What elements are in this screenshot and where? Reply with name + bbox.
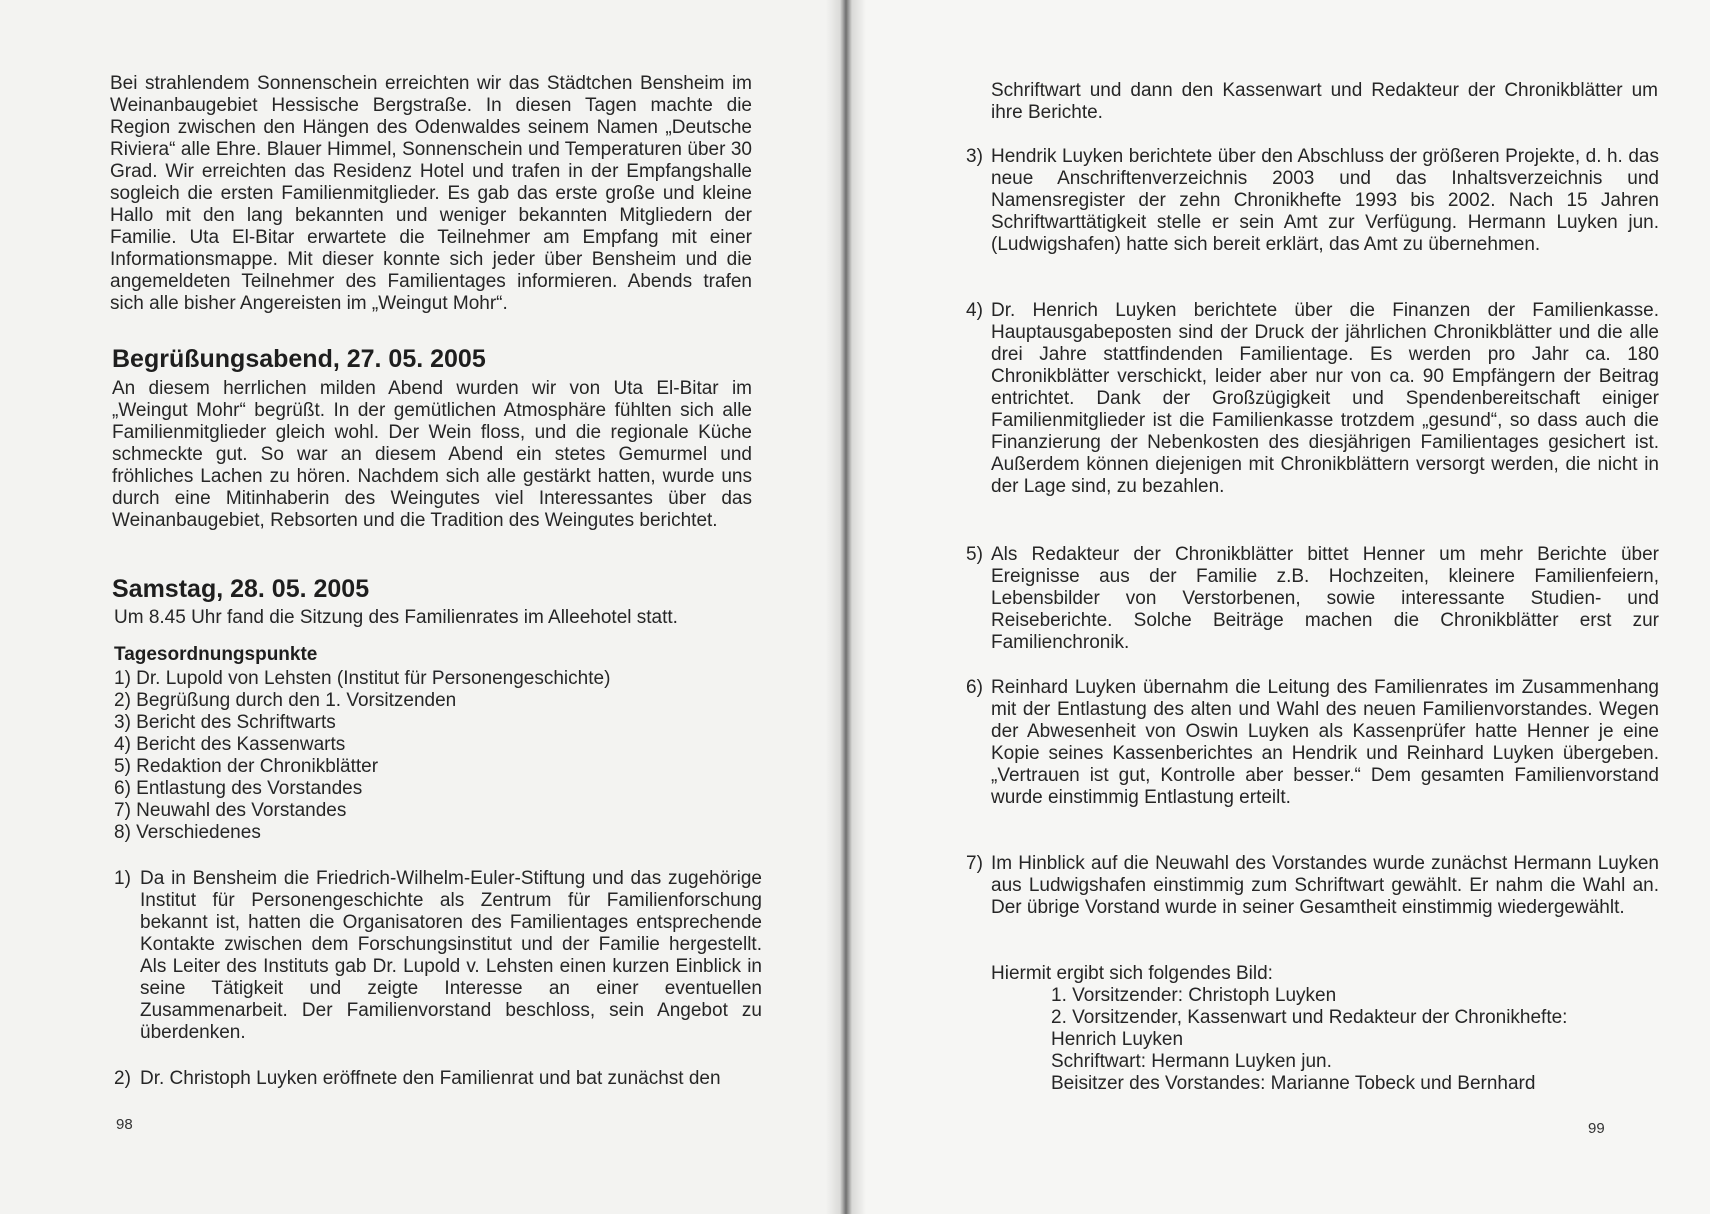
agenda-list (114, 668, 674, 844)
agenda-item: 2) Begrüßung durch den 1. Vorsitzenden (114, 690, 457, 711)
officers-list (1051, 985, 1611, 1095)
agenda-item: 8) Verschiedenes (114, 822, 261, 843)
summary-intro: Hiermit ergibt sich folgendes Bild: (991, 963, 1273, 984)
page-number-left: 98 (116, 1116, 133, 1133)
item-text: Als Redakteur der Chronikblätter bittet Henner um mehr Berichte über Ereignisse aus der Familie z.B. Hochzeiten, kleinere Familienfeiern, Lebensbilder von Verstorbenen, sowie interessante Studien- und Reiseberichte. Solche Beiträge machen die Chronikblätter erst zur Familienchronik. (991, 544, 1659, 653)
page-number-right: 99 (1588, 1120, 1605, 1137)
officer-line: Henrich Luyken (1051, 1029, 1184, 1050)
book-gutter (826, 0, 866, 1214)
item-number: 7) (966, 853, 983, 874)
agenda-item: 4) Bericht des Kassenwarts (114, 734, 346, 755)
left-page (0, 0, 842, 1214)
item-number: 1) (114, 868, 131, 889)
item-text: Im Hinblick auf die Neuwahl des Vorstandes wurde zunächst Hermann Luyken aus Ludwigshafen einstimmig zum Schriftwart gewählt. Er nahm die Wahl an. Der übrige Vorstand wurde in seiner Gesamtheit einstimmig wiedergewählt. (991, 853, 1659, 918)
agenda-item: 6) Entlastung des Vorstandes (114, 778, 363, 799)
item-text: Dr. Henrich Luyken berichtete über die Finanzen der Familienkasse. Hauptausgabeposten sind der Druck der jährlichen Chronikblätter und die alle drei Jahre stattfindenden Familientage. Es werden pro Jahr ca. 180 Chronikblätter verschickt, leider aber nur von ca. 90 Empfängern der Beitrag entrichtet. Dank der Großzügigkeit und Spendenbereitschaft einiger Familienmitglieder ist die Familienkasse trotzdem „gesund“, so dass auch die Finanzierung der Nebenkosten des diesjährigen Familientages gesichert ist. Außerdem können diejenigen mit Chronikblättern versorgt werden, die nicht in der Lage sind, zu bezahlen. (991, 300, 1659, 497)
samstag-paragraph: Um 8.45 Uhr fand die Sitzung des Familienrates im Alleehotel statt. (114, 607, 678, 628)
item2-continuation: Schriftwart und dann den Kassenwart und Redakteur der Chronikblätter um ihre Berichte. (991, 80, 1658, 123)
heading-begruessungsabend: Begrüßungsabend, 27. 05. 2005 (112, 345, 486, 373)
item-text: Reinhard Luyken übernahm die Leitung des Familienrates im Zusammenhang mit der Entlastung des alten und Wahl des neuen Familienvorstandes. Wegen der Abwesenheit von Oswin Luyken als Kassenprüfer hatte Henner je eine Kopie seines Kassenberichtes an Hendrik und Reinhard Luyken übergeben. „Vertrauen ist gut, Kontrolle aber besser.“ Dem gesamten Familienvorstand wurde einstimmig Entlastung erteilt. (991, 677, 1659, 808)
item-number: 6) (966, 677, 983, 698)
item-number: 2) (114, 1068, 131, 1089)
item-text: Dr. Christoph Luyken eröffnete den Familienrat und bat zunächst den (140, 1068, 721, 1089)
officer-line: Beisitzer des Vorstandes: Marianne Tobeck und Bernhard (1051, 1073, 1536, 1094)
officer-line: 2. Vorsitzender, Kassenwart und Redakteur der Chronikhefte: (1051, 1007, 1568, 1028)
heading-samstag: Samstag, 28. 05. 2005 (112, 575, 370, 603)
intro-paragraph: Bei strahlendem Sonnenschein erreichten wir das Städtchen Bensheim im Weinanbaugebiet Hessische Bergstraße. In diesen Tagen machte die Region zwischen den Hängen des Odenwaldes seinem Namen „Deutsche Riviera“ alle Ehre. Blauer Himmel, Sonnenschein und Temperaturen über 30 Grad. Wir erreichten das Residenz Hotel und trafen in der Empfangshalle sogleich die ersten Familienmitglieder. Es gab das erste große und kleine Hallo mit den lang bekannten und weniger bekannten Mitgliedern der Familie. Uta El-Bitar erwartete die Teilnehmer am Empfang mit einer Informationsmappe. Mit dieser konnte sich jeder über Bensheim und die angemeldeten Teilnehmer des Familientages informieren. Abends trafen sich alle bisher Angereisten im „Weingut Mohr“. (110, 73, 752, 314)
item-number: 5) (966, 544, 983, 565)
officer-line: Schriftwart: Hermann Luyken jun. (1051, 1051, 1332, 1072)
item-number: 4) (966, 300, 983, 321)
agenda-item: 3) Bericht des Schriftwarts (114, 712, 336, 733)
agenda-title: Tagesordnungspunkte (114, 644, 318, 665)
agenda-item: 7) Neuwahl des Vorstandes (114, 800, 347, 821)
item-text: Da in Bensheim die Friedrich-Wilhelm-Euler-Stiftung und das zugehörige Institut für Personengeschichte als Zentrum für Familienforschung bekannt ist, hatten die Organisatoren des Familientages entsprechende Kontakte zwischen dem Forschungsinstitut und der Familie hergestellt. Als Leiter des Instituts gab Dr. Lupold v. Lehsten einen kurzen Einblick in seine Tätigkeit und zeigte Interesse an einer eventuellen Zusammenarbeit. Der Familienvorstand beschloss, sein Angebot zu überdenken. (140, 868, 762, 1043)
agenda-item: 5) Redaktion der Chronikblätter (114, 756, 379, 777)
item-number: 3) (966, 146, 983, 167)
officer-line: 1. Vorsitzender: Christoph Luyken (1051, 985, 1337, 1006)
agenda-item: 1) Dr. Lupold von Lehsten (Institut für Personengeschichte) (114, 668, 611, 689)
item-text: Hendrik Luyken berichtete über den Abschluss der größeren Projekte, d. h. das neue Anschriftenverzeichnis 2003 und das Inhaltsverzeichnis und Namensregister der zehn Chronikhefte 1993 bis 2002. Nach 15 Jahren Schriftwarttätigkeit stelle er sein Amt zur Verfügung. Hermann Luyken jun. (Ludwigshafen) hatte sich bereit erklärt, das Amt zu übernehmen. (991, 146, 1659, 255)
begruessungsabend-paragraph: An diesem herrlichen milden Abend wurden wir von Uta El-Bitar im „Weingut Mohr“ begrüßt. In der gemütlichen Atmosphäre fühlten sich alle Familienmitglieder gleich wohl. Der Wein floss, und die regionale Küche schmeckte gut. So war an diesem Abend ein stetes Gemurmel und fröhliches Lachen zu hören. Nachdem sich alle gestärkt hatten, wurde uns durch eine Mitinhaberin des Weingutes viel Interessantes über das Weinanbaugebiet, Rebsorten und die Tradition des Weingutes berichtet. (112, 378, 752, 531)
